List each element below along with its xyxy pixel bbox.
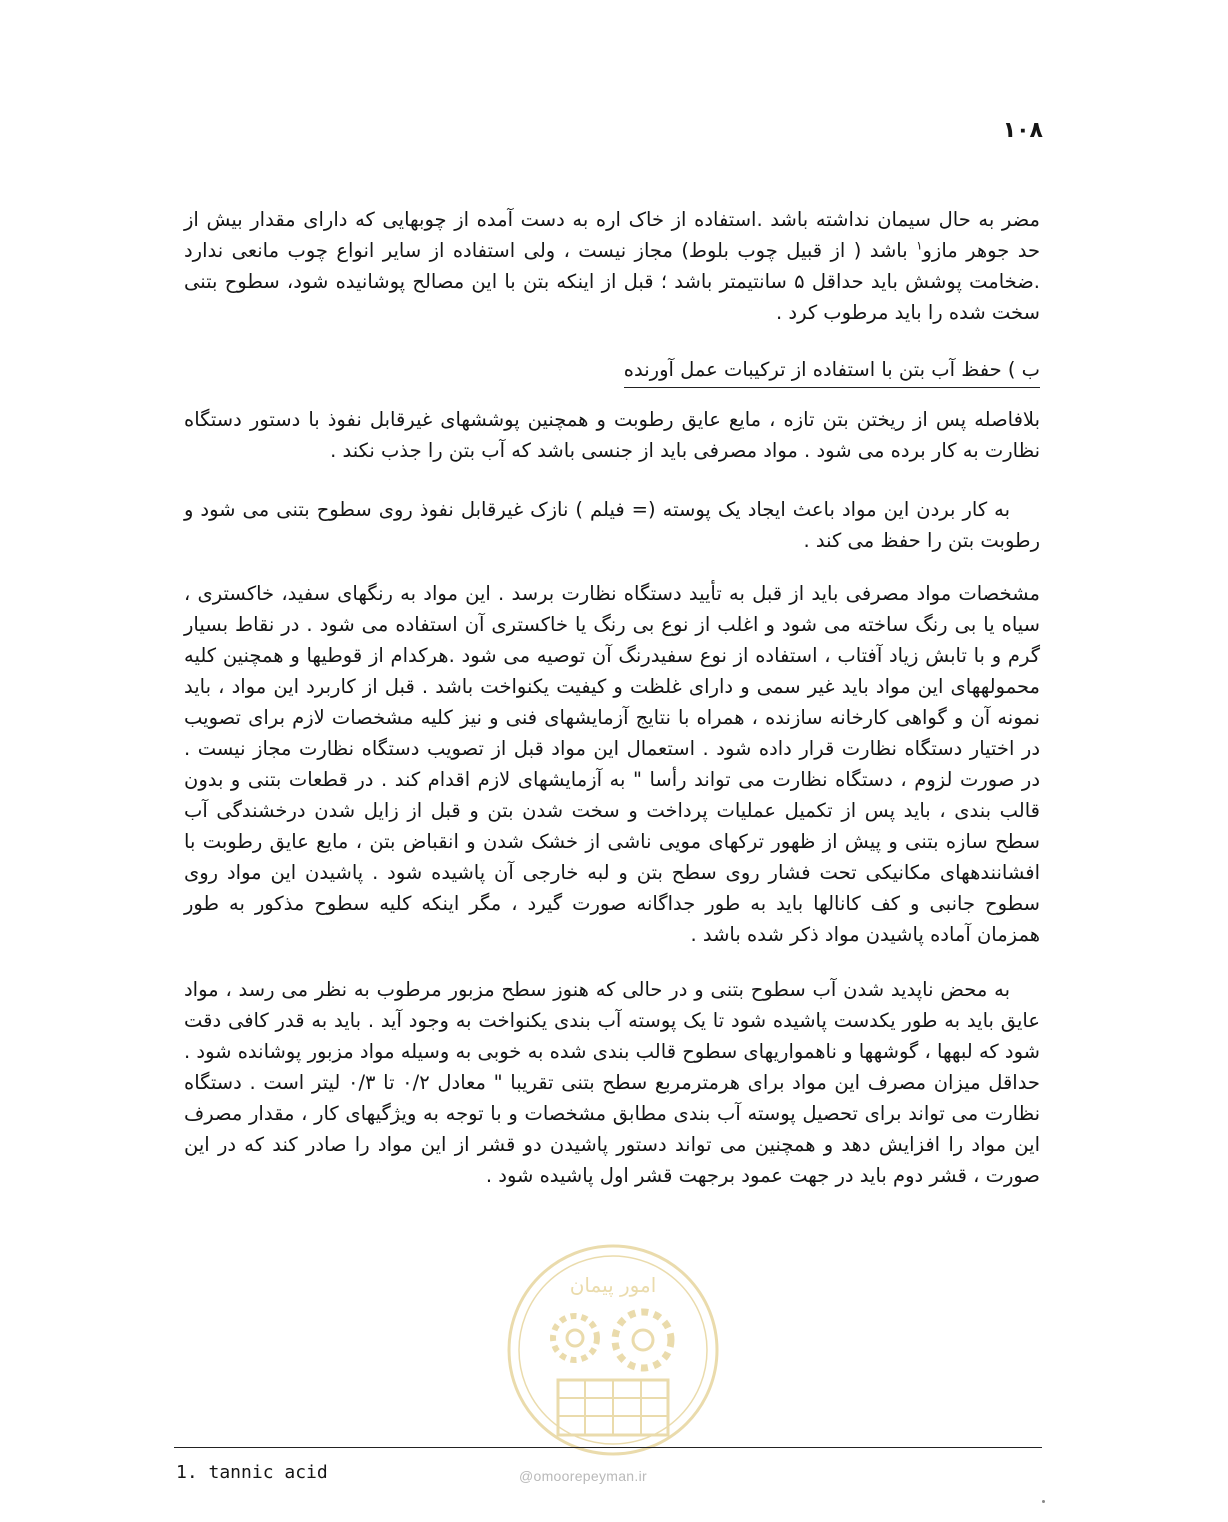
paragraph: مشخصات مواد مصرفی باید از قبل به تأیید دستگاه نظارت برسد . این مواد به رنگهای سفید، خاکستری ، سیاه یا بی رنگ ساخته می شود و اغلب از نوع بی رنگ یا خاکستری آن استفاده می شود . در نقاط بسیار گرم و با تابش زیاد آفتاب ، استفاده از نوع سفیدرنگ آن توصیه می شود .هرکدام از قوطیها و همچنین کلیه محمولههای این مواد باید غیر سمی و دارای غلظت و کیفیت یکنواخت باشد . قبل از کاربرد این مواد ، باید نمونه آن و گواهی کارخانه سازنده ، همراه با نتایج آزمایشهای فنی و نیز کلیه مشخصات لازم برای تصویب در اختیار دستگاه نظارت قرار داده شود . استعمال این مواد قبل از تصویب دستگاه نظارت مجاز نیست . در صورت لزوم ، دستگاه نظارت می تواند رأسا " به آزمایشهای لازم اقدام کند . در قطعات بتنی و بدون قالب بندی ، باید پس از تکمیل عملیات پرداخت و سخت شدن بتن و قبل از زایل شدن درخشندگی آب سطح سازه بتنی و پیش از ظهور ترکهای مویی ناشی از خشک شدن و انقباض بتن ، مایع عایق رطوبت با افشانندههای مکانیکی تحت فشار روی سطح بتن و لبه خارجی آن پاشیده شود . پاشیدن این مواد روی سطوح جانبی و کف کانالها باید به طور جداگانه صورت گیرد ، مگر اینکه کلیه سطوح مذکور به طور همزمان آماده پاشیدن مواد ذکر شده باشد . <box>184 582 1040 946</box>
page-body <box>184 204 1040 1191</box>
watermark-url: @omoorepeyman.ir <box>519 1468 647 1484</box>
paragraph-text: مضر به حال سیمان نداشته باشد .استفاده از خاک اره به دست آمده از چوبهایی که دارای مقدار بیش از حد جوهر مازو <box>184 208 1040 262</box>
paragraph: به کار بردن این مواد باعث ایجاد یک پوسته (= فیلم ) نازک غیرقابل نفوذ روی سطوح بتنی می شود و رطوبت بتن را حفظ می کند . <box>184 498 1040 552</box>
paragraph-text: باشد ( از قبیل چوب بلوط) مجاز نیست ، ولی استفاده از سایر انواع چوب مانعی ندارد .ضخامت پوشش باید حداقل ۵ سانتیمتر باشد ؛ قبل از اینکه بتن با این مصالح پوشانیده شود، سطوح بتنی سخت شده را باید مرطوب کرد . <box>184 239 1040 324</box>
scan-speck <box>1042 1500 1045 1503</box>
footnote: 1. tannic acid <box>176 1462 328 1483</box>
footnote-reference: ۱ <box>916 238 923 253</box>
section-heading: ب ) حفظ آب بتن با استفاده از ترکیبات عمل آورنده <box>624 354 1040 388</box>
watermark-seal-text: امور پیمان <box>569 1273 657 1297</box>
paragraph: بلافاصله پس از ریختن بتن تازه ، مایع عایق رطوبت و همچنین پوششهای غیرقابل نفوذ با دستور دستگاه نظارت به کار برده می شود . مواد مصرفی باید از جنسی باشد که آب بتن را جذب نکند . <box>184 408 1040 462</box>
watermark-seal-icon <box>503 1240 723 1460</box>
page-number: ۱۰۸ <box>1002 118 1043 143</box>
paragraph <box>184 204 1040 328</box>
paragraph: به محض ناپدید شدن آب سطوح بتنی و در حالی که هنوز سطح مزبور مرطوب به نظر می رسد ، مواد عایق باید به طور یکدست پاشیده شود تا یک پوسته آب بندی یکنواخت به وجود آید . باید به قدر کافی دقت شود که لبهها ، گوشهها و ناهمواریهای سطوح قالب بندی شده به خوبی به وسیله مواد مزبور پوشانده شود . حداقل میزان مصرف این مواد برای هرمترمربع سطح بتنی تقریبا " معادل ۰/۲ تا ۰/۳ لیتر است . دستگاه نظارت می تواند برای تحصیل پوسته آب بندی مطابق مشخصات و با توجه به ویژگیهای کار ، مقدار مصرف این مواد را افزایش دهد و همچنین می تواند دستور پاشیدن دو قشر از این مواد را صادر کند که در این صورت ، قشر دوم باید در جهت عمود برجهت قشر اول پاشیده شود . <box>184 978 1040 1187</box>
footnote-divider <box>174 1447 1042 1448</box>
